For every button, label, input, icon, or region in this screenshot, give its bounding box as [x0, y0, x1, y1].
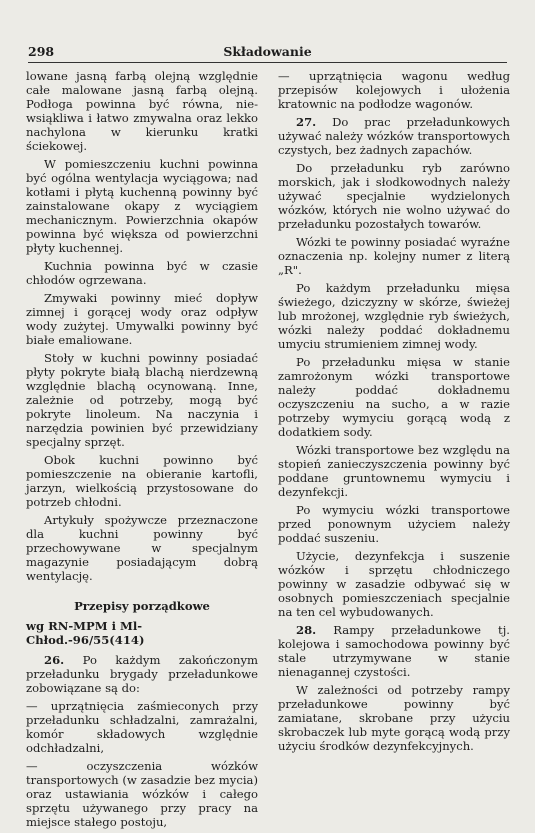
paragraph: Obok kuchni powinno być pomieszczenie na obieranie kartofli, jarzyn, wielkością przystosowane do potrzeb chłodni. [26, 453, 258, 509]
paragraph-text: Po każdym zakończonym przeładunku brygady przeładunkowe zobowiązane są do: [26, 653, 258, 695]
paragraph: Wózki transportowe bez względu na stopień zanieczyszczenia powinny być poddane gruntownemu wymyciu i dezynfekcji. [278, 443, 510, 499]
dash-item: — uprzątnięcia zaśmieconych przy przeładunku schładzalni, zamrażalni, komór składowych względnie odchładzalni, [26, 699, 258, 755]
paragraph: Kuchnia powinna być w czasie chłodów ogrzewana. [26, 259, 258, 287]
paragraph-number: 28. [296, 623, 317, 637]
paragraph-number: 27. [296, 115, 317, 129]
paragraph: Do przeładunku ryb zarówno morskich, jak i słodkowodnych należy używać specjalnie wydzielonych wózków, których nie wolno używać do przeładunku pozostałych towarów. [278, 161, 510, 231]
paragraph-text: Rampy przeładunkowe tj. kolejowa i samochodowa powinny być stale utrzymywane w stanie nienagannej czystości. [278, 623, 510, 679]
paragraph: Zmywaki powinny mieć dopływ zimnej i gorącej wody oraz odpływ wody zużytej. Umywalki powinny być białe emaliowane. [26, 291, 258, 347]
paragraph: lowane jasną farbą olejną względnie całe malowane jasną farbą olejną. Podłoga powinna być równa, nie-wsiąkliwa i łatwo zmywalna oraz lekko nachylona w kierunku kratki ściekowej. [26, 69, 258, 153]
paragraph: Wózki te powinny posiadać wyraźne oznaczenia np. kolejny numer z literą „R". [278, 235, 510, 277]
left-column [26, 69, 258, 833]
page-header [28, 44, 507, 63]
dash-item: — uprzątnięcia wagonu według przepisów kolejowych i ułożenia kratownic na podłodze wagonów. [278, 69, 510, 111]
right-column [278, 69, 510, 757]
paragraph: W zależności od potrzeby rampy przeładunkowe powinny być zamiatane, skrobane przy użyciu skrobaczek lub myte gorącą wodą przy użyciu środków dezynfekcyjnych. [278, 683, 510, 753]
paragraph-27 [278, 115, 510, 157]
paragraph-26 [26, 653, 258, 695]
page-number: 298 [28, 44, 55, 59]
section-title: Przepisy porządkowe [74, 599, 210, 613]
paragraph: W pomieszczeniu kuchni powinna być ogólna wentylacja wyciągowa; nad kotłami i płytą kuchenną powinny być zainstalowane okapy z wyciągiem mechanicznym. Powierzchnia okapów powinna być większa od powierzchni płyty kuchennej. [26, 157, 258, 255]
running-title: Składowanie [223, 44, 312, 59]
paragraph-number: 26. [44, 653, 65, 667]
paragraph-text: Do prac przeładunkowych używać należy wózków transportowych czystych, bez żadnych zapachów. [278, 115, 510, 157]
paragraph: Po wymyciu wózki transportowe przed ponownym użyciem należy poddać suszeniu. [278, 503, 510, 545]
dash-item: — oczyszczenia wózków transportowych (w zasadzie bez mycia) oraz ustawiania wózków i całego sprzętu używanego przy pracy na miejsce stałego postoju, [26, 759, 258, 829]
paragraph: Stoły w kuchni powinny posiadać płyty pokryte białą blachą nierdzewną względnie blachą ocynowaną. Inne, zależnie od potrzeby, mogą być pokryte linoleum. Na naczynia i narzędzia powinien być przewidziany specjalny sprzęt. [26, 351, 258, 449]
paragraph: Artykuły spożywcze przeznaczone dla kuchni powinny być przechowywane w specjalnym magazynie posiadającym dobrą wentylację. [26, 513, 258, 583]
paragraph: Po przeładunku mięsa w stanie zamrożonym wózki transportowe należy poddać dokładnemu oczyszczeniu na sucho, a w razie potrzeby wymyciu gorącą wodą z dodatkiem sody. [278, 355, 510, 439]
paragraph: Po każdym przeładunku mięsa świeżego, dziczyzny w skórze, świeżej lub mrożonej, względnie ryb świeżych, wózki należy poddać dokładnemu umyciu strumieniem zimnej wody. [278, 281, 510, 351]
paragraph: Użycie, dezynfekcja i suszenie wózków i sprzętu chłodniczego powinny w zasadzie odbywać się w osobnych pomieszczeniach specjalnie na ten cel wybudowanych. [278, 549, 510, 619]
section-reference: wg RN-MPM i Ml-Chłod.-96/55(414) [26, 619, 145, 647]
paragraph-28 [278, 623, 510, 679]
